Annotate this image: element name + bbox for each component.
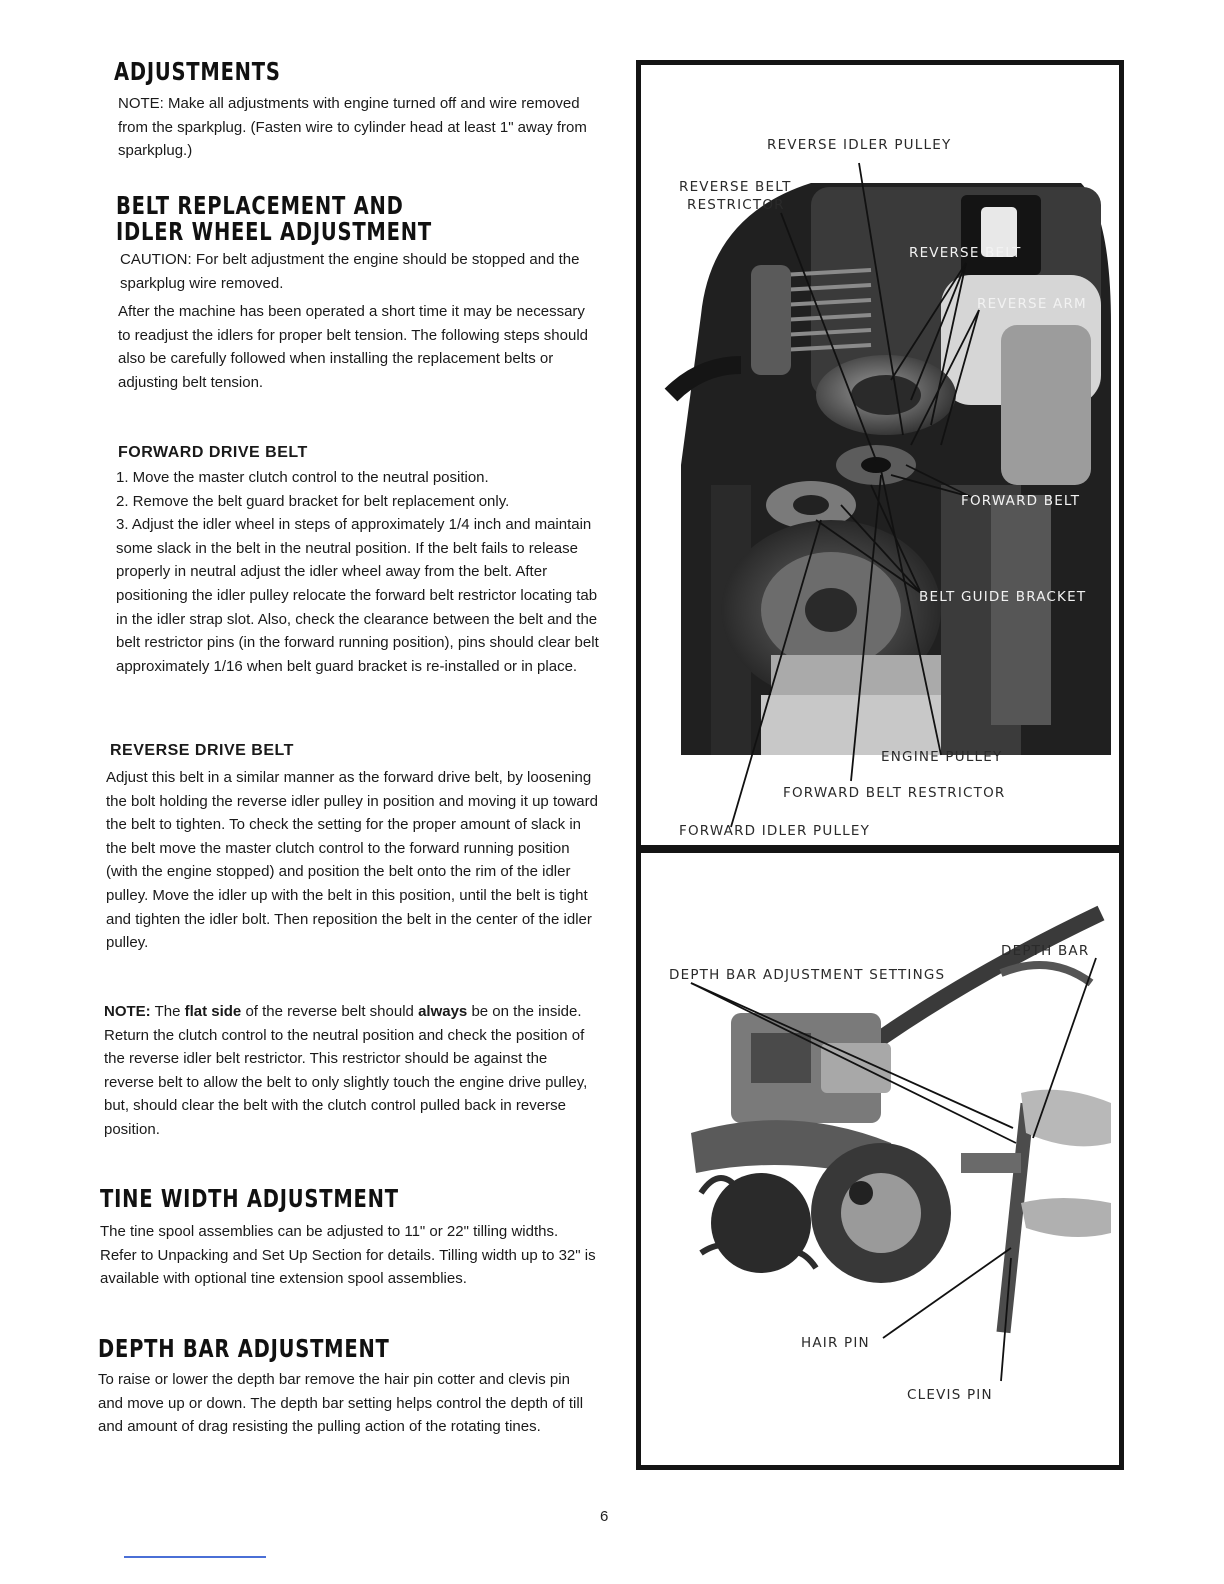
- belt-diagram-figure: [636, 60, 1124, 850]
- note-text-b: of the reverse belt should: [241, 1003, 419, 1020]
- reverse-belt-heading: REVERSE DRIVE BELT: [110, 742, 294, 759]
- reverse-belt-note: [104, 1000, 598, 1142]
- label-forward-belt-restrictor: FORWARD BELT RESTRICTOR: [783, 785, 1006, 801]
- note-label: NOTE:: [104, 1003, 151, 1020]
- label-reverse-arm: REVERSE ARM: [977, 296, 1087, 312]
- label-depth-bar-adjustment-settings: DEPTH BAR ADJUSTMENT SETTINGS: [669, 967, 946, 983]
- label-hair-pin: HAIR PIN: [801, 1335, 870, 1351]
- adjustments-note: NOTE: Make all adjustments with engine turned off and wire removed from the sparkplug. (Fasten wire to cylinder head at least 1" away from sparkplug.): [118, 95, 587, 160]
- forward-belt-heading: FORWARD DRIVE BELT: [118, 444, 308, 461]
- belt-heading-line2: IDLER WHEEL ADJUSTMENT: [116, 217, 432, 246]
- forward-steps: [116, 466, 600, 678]
- reverse-belt-text: Adjust this belt in a similar manner as the forward drive belt, by loosening the bolt holding the reverse idler pulley in position and moving it up toward the belt to tighten. To check the setting for the proper amount of slack in the belt move the master clutch control to the forward running position (with the engine stopped) and position the belt onto the rim of the idler pulley. Move the idler up with the belt in this position, until the belt is tight and tighten the idler bolt. Then reposition the belt in the center of the idler pulley.: [106, 769, 598, 952]
- label-reverse-belt-restrictor-2: RESTRICTOR: [687, 197, 785, 213]
- note-text-a: The: [150, 1003, 185, 1020]
- note-flat-side: flat side: [184, 1003, 242, 1020]
- label-reverse-belt-restrictor-1: REVERSE BELT: [679, 179, 792, 195]
- footer-rule: [124, 1556, 266, 1558]
- label-belt-guide-bracket: BELT GUIDE BRACKET: [919, 589, 1087, 605]
- label-reverse-belt: REVERSE BELT: [909, 245, 1022, 261]
- note-always: always: [418, 1003, 468, 1020]
- label-engine-pulley: ENGINE PULLEY: [881, 749, 1003, 765]
- note-text-c: be on the inside. Return the clutch control to the neutral position and check the position of the reverse idler belt restrictor. This restrictor should be against the reverse belt to allow the belt to only slightly touch the engine drive pulley, but, should clear the belt with the clutch control pulled back in reverse position.: [104, 1003, 588, 1138]
- tine-width-text: The tine spool assemblies can be adjusted to 11" or 22" tilling widths. Refer to Unpacking and Set Up Section for details. Tilling width up to 32" is available with optional tine extension spool assemblies.: [100, 1223, 596, 1288]
- label-depth-bar: DEPTH BAR: [1001, 943, 1090, 959]
- forward-step-3: 3. Adjust the idler wheel in steps of approximately 1/4 inch and maintain some slack in the belt in the neutral position. If the belt fails to release properly in neutral adjust the idler wheel away from the belt. After positioning the idler pulley relocate the forward belt restrictor locating tab in the idler strap slot. Also, check the clearance between the belt and the belt restrictor pins (in the forward running position), pins should clear belt approximately 1/16 when belt guard bracket is re-installed or in place.: [116, 516, 599, 675]
- depth-bar-figure: [636, 848, 1124, 1470]
- tine-width-heading: TINE WIDTH ADJUSTMENT: [100, 1184, 399, 1213]
- label-forward-idler-pulley: FORWARD IDLER PULLEY: [679, 823, 871, 839]
- forward-step-2: 2. Remove the belt guard bracket for belt replacement only.: [116, 492, 510, 510]
- depth-bar-text: To raise or lower the depth bar remove the hair pin cotter and clevis pin and move up or down. The depth bar setting helps control the depth of till and amount of drag resisting the pulling action of the rotating tines.: [98, 1371, 584, 1436]
- label-reverse-idler-pulley: REVERSE IDLER PULLEY: [767, 137, 952, 153]
- label-forward-belt: FORWARD BELT: [961, 493, 1081, 509]
- page-number: 6: [600, 1508, 609, 1525]
- belt-heading-line1: BELT REPLACEMENT AND: [116, 191, 404, 220]
- label-clevis-pin: CLEVIS PIN: [907, 1387, 993, 1403]
- depth-bar-heading: DEPTH BAR ADJUSTMENT: [98, 1334, 390, 1363]
- forward-step-1: 1. Move the master clutch control to the neutral position.: [116, 469, 489, 486]
- belt-caution: CAUTION: For belt adjustment the engine should be stopped and the sparkplug wire removed.: [120, 251, 580, 292]
- belt-intro: After the machine has been operated a short time it may be necessary to readjust the idlers for proper belt tension. The following steps should also be carefully followed when installing the replacement belts or adjusting belt tension.: [118, 303, 588, 391]
- adjustments-heading: ADJUSTMENTS: [114, 57, 281, 86]
